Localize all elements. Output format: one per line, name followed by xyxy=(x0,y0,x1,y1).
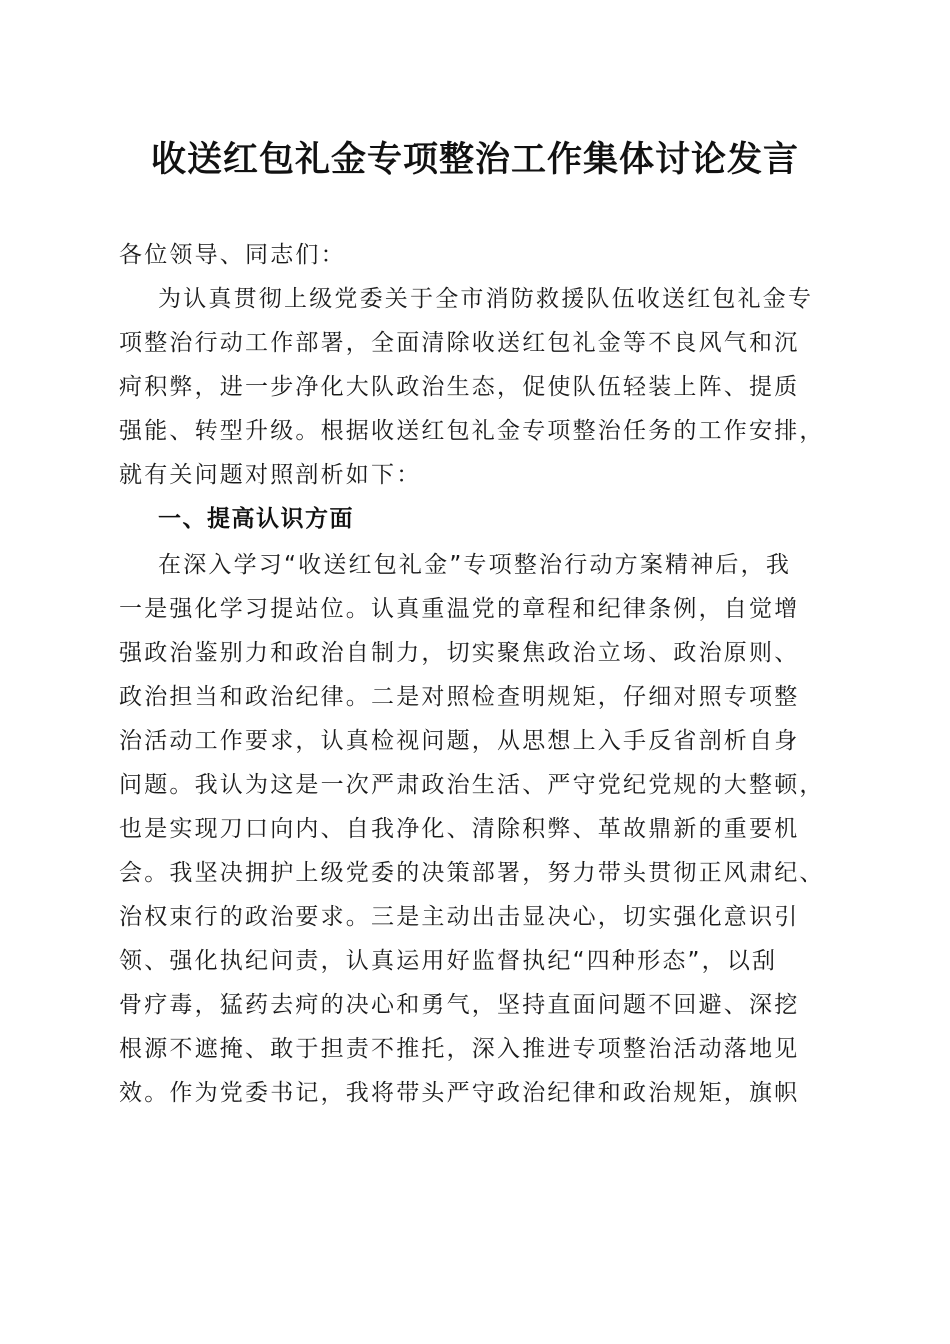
paragraph-line: 治权束行的政治要求。三是主动出击显决心，切实强化意识引 xyxy=(119,904,800,930)
paragraph-line: 项整治行动工作部署，全面清除收送红包礼金等不良风气和沉 xyxy=(119,330,800,356)
paragraph-line: 根源不遮掩、敢于担责不推托，深入推进专项整治活动落地见 xyxy=(119,1036,800,1062)
salutation: 各位领导、同志们： xyxy=(119,242,346,268)
paragraph-line: 也是实现刀口向内、自我净化、清除积弊、革故鼎新的重要机 xyxy=(119,816,800,842)
paragraph-line: 强政治鉴别力和政治自制力，切实聚焦政治立场、政治原则、 xyxy=(119,640,800,666)
paragraph-line: 领、强化执纪问责，认真运用好监督执纪“四种形态”，以刮 xyxy=(119,948,778,974)
paragraph-line: 治活动工作要求，认真检视问题，从思想上入手反省剖析自身 xyxy=(119,728,800,754)
paragraph-line: 在深入学习“收送红包礼金”专项整治行动方案精神后，我 xyxy=(158,552,792,578)
paragraph-line: 就有关问题对照剖析如下： xyxy=(119,462,422,488)
paragraph-line: 会。我坚决拥护上级党委的决策部署，努力带头贯彻正风肃纪、 xyxy=(119,860,825,886)
paragraph-line: 强能、转型升级。根据收送红包礼金专项整治任务的工作安排， xyxy=(119,418,825,444)
paragraph-line: 效。作为党委书记，我将带头严守政治纪律和政治规矩，旗帜 xyxy=(119,1080,800,1106)
paragraph-line: 问题。我认为这是一次严肃政治生活、严守党纪党规的大整顿， xyxy=(119,772,825,798)
paragraph-line: 政治担当和政治纪律。二是对照检查明规矩，仔细对照专项整 xyxy=(119,684,800,710)
paragraph-line: 骨疗毒，猛药去疴的决心和勇气，坚持直面问题不回避、深挖 xyxy=(119,992,800,1018)
document-title: 收送红包礼金专项整治工作集体讨论发言 xyxy=(150,139,799,180)
paragraph-line: 一是强化学习提站位。认真重温党的章程和纪律条例，自觉增 xyxy=(119,596,800,622)
section-heading: 一、提高认识方面 xyxy=(158,506,354,532)
paragraph-line: 疴积弊，进一步净化大队政治生态，促使队伍轻装上阵、提质 xyxy=(119,374,800,400)
paragraph-line: 为认真贯彻上级党委关于全市消防救援队伍收送红包礼金专 xyxy=(158,286,814,312)
